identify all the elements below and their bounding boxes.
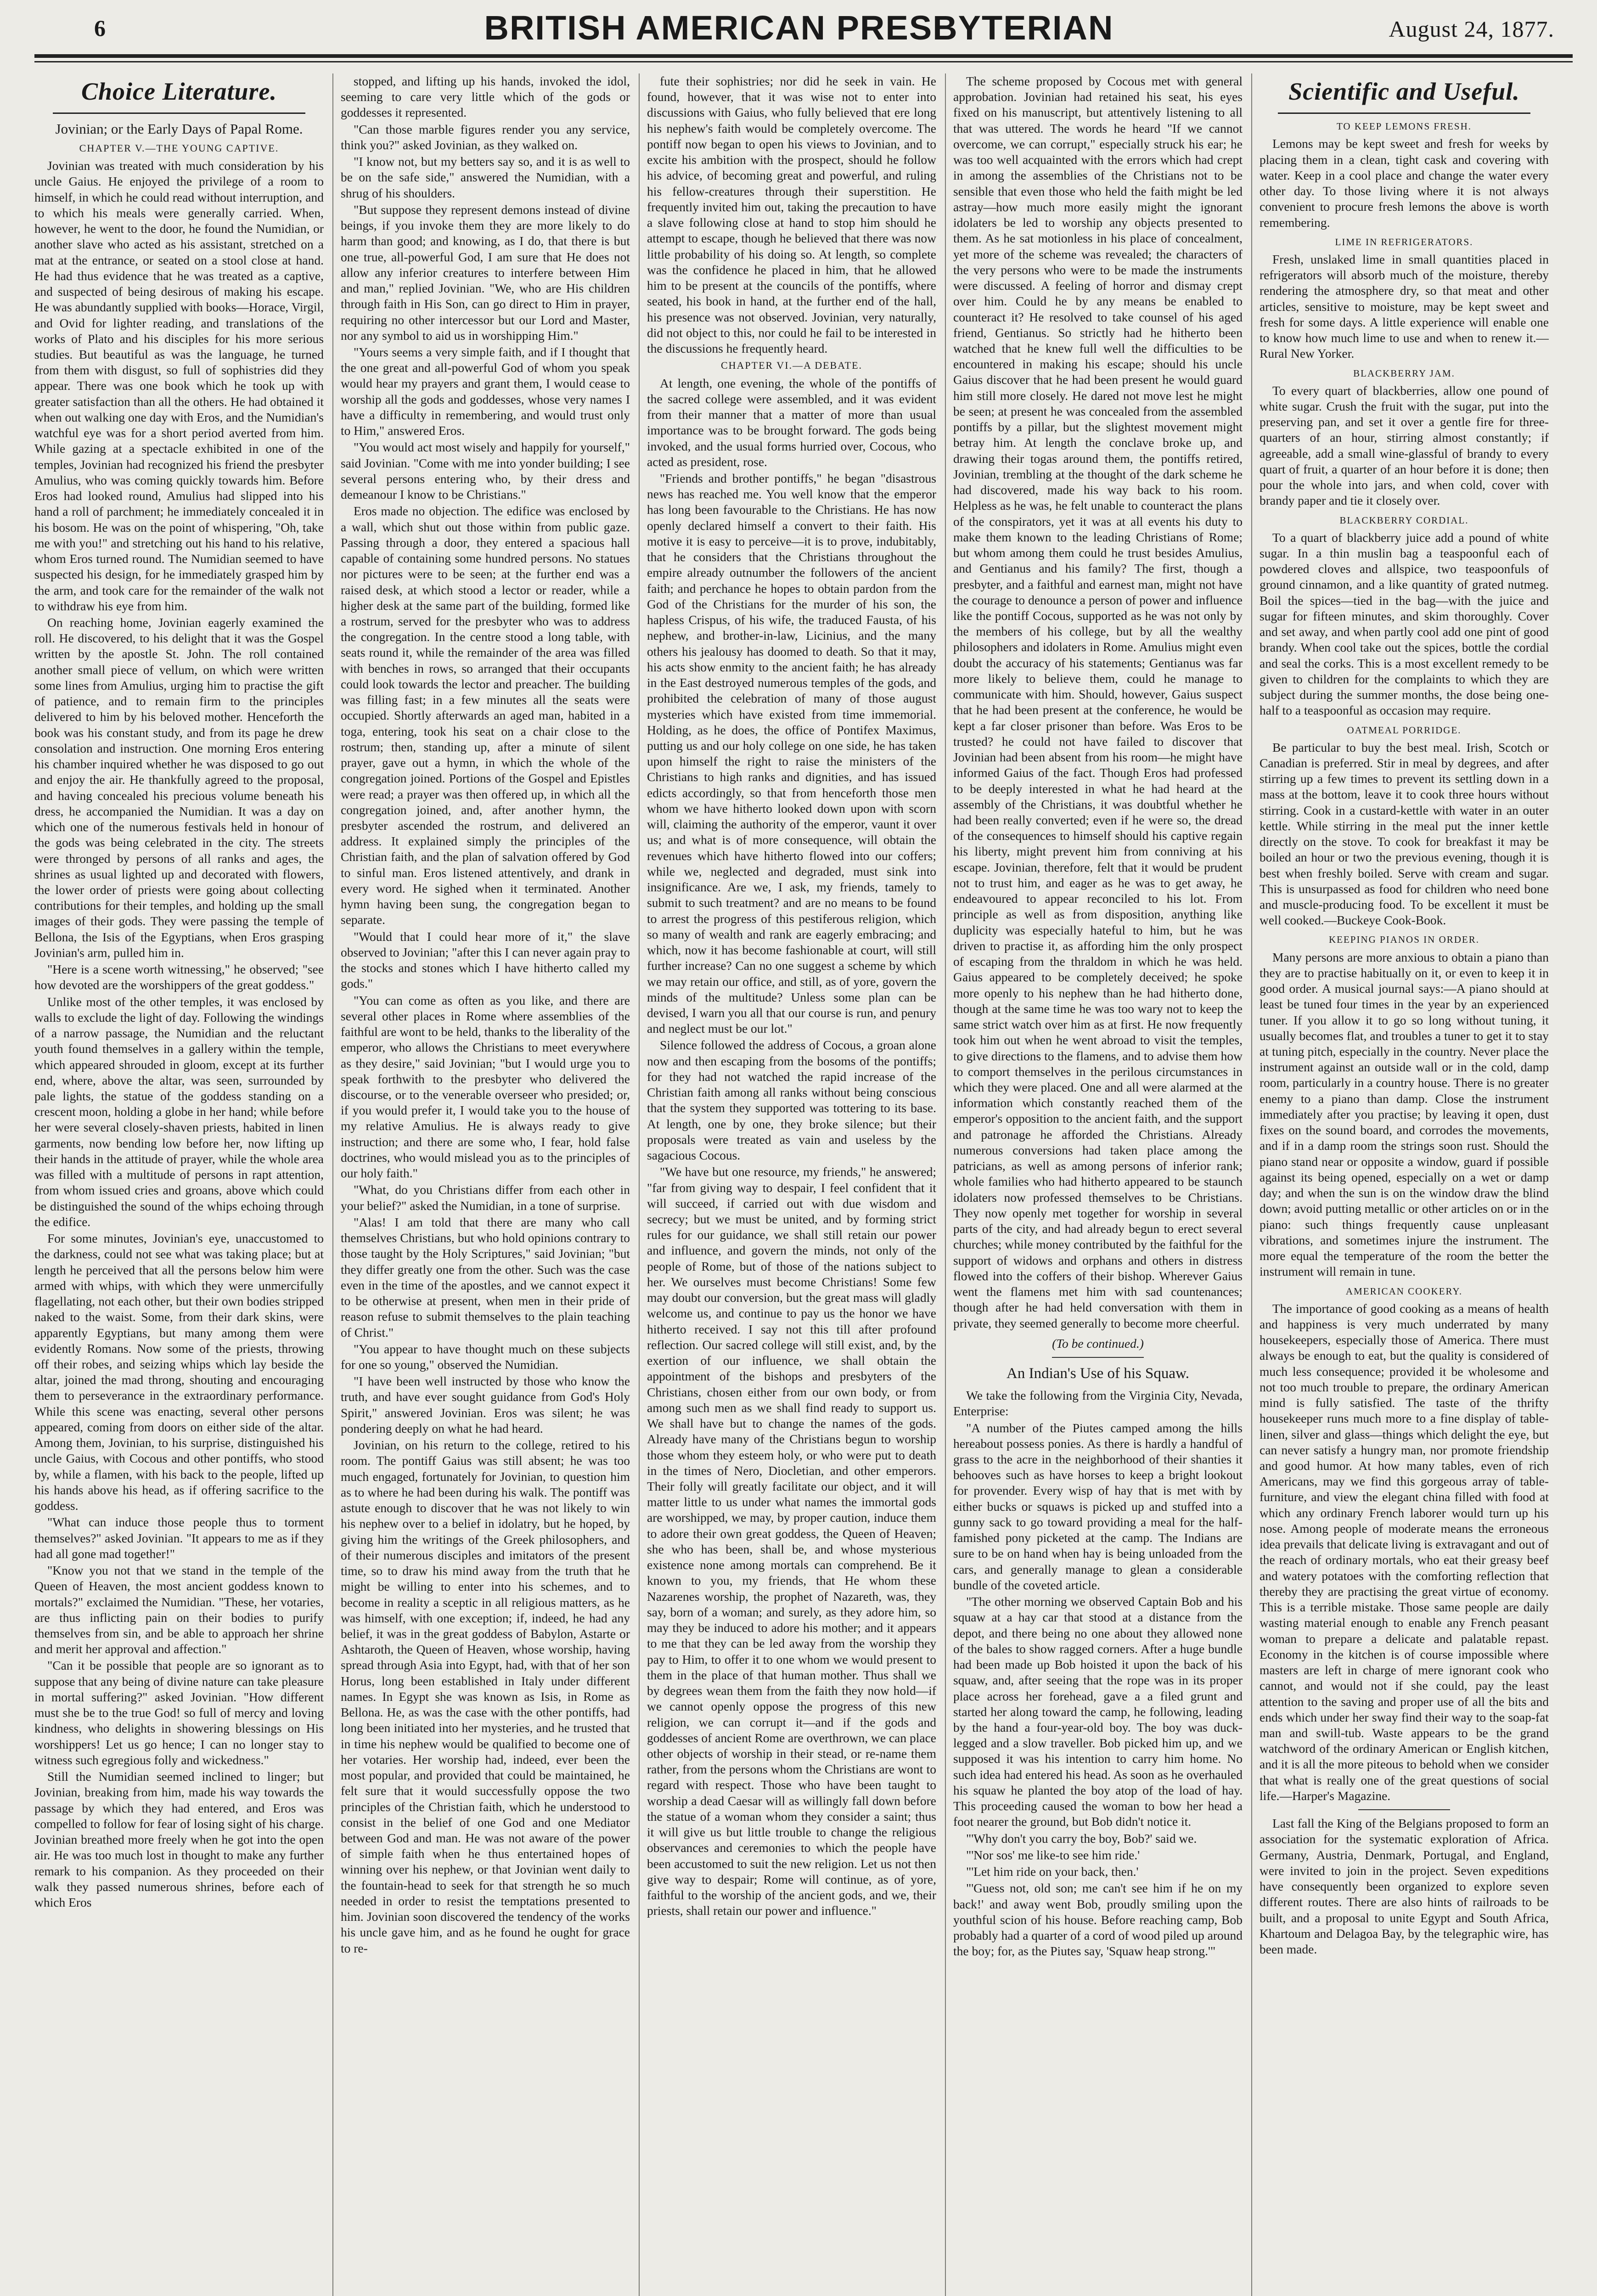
recipe-title: AMERICAN COOKERY. xyxy=(1345,1285,1463,1297)
section-heading-choice-literature: Choice Literature. xyxy=(81,78,277,105)
paragraph: "You can come as often as you like, and there are several other places in Rome where assemblies of the faithful are wont to be held, thanks to the liberality of the emperor, who allows the Christians to meet everywhere as they desire," said Jovinian; "but I would urge you to speak forthwith to the presbyter who delivered the discourse, or to the venerable overseer who presided; or, if you would prefer it, I would take you to the house of my relative Amulius. He is always ready to give instruction; and there are some who, I fear, hold false doctrines, who would mislead you as to the principles of our holy faith." xyxy=(341,993,630,1181)
section-rule xyxy=(1278,113,1530,114)
paragraph: Many persons are more anxious to obtain a piano than they are to practise habitually on it, or even to keep it in good order. A musical journal says:—A piano should at least be tuned four times in the year by an experienced tuner. If you allow it to go so long without tuning, it usually becomes flat, and troubles a tuner to get it to stay at tuning pitch, especially in the country. Never place the instrument against an outside wall or in the cold, damp room, particularly in a country house. There is no greater enemy to a piano than damp. Close the instrument immediately after you practise; by leaving it open, dust fixes on the sound board, and corrodes the movements, and if in a damp room the strings soon rust. Should the piano stand near or opposite a window, guard if possible against its being opened, especially on a wet or damp day; and when the sun is on the window draw the blind down; avoid putting metallic or other articles on or in the piano: such things frequently cause unpleasant vibrations, and sometimes injure the instrument. The more equal the temperature of the room the better the instrument will remain in tune. xyxy=(1260,950,1549,1279)
chapter-heading: CHAPTER V.—THE YOUNG CAPTIVE. xyxy=(79,142,279,154)
paragraph: The scheme proposed by Cocous met with general approbation. Jovinian had retained his seat, his eyes fixed on his manuscript, but attentively listening to all that was uttered. The words he heard "If we cannot overcome, we can corrupt," especially struck his ear; he was too well acquainted with the errors which had crept in among the assemblies of the Christians not to be sensible that even those who held the faith might be led astray—how much more easily might the ignorant idolaters be led to worship any objects presented to them. As he sat motionless in his place of concealment, yet more of the scheme was revealed; the characters of the very persons who were to be made the instruments were discussed. A feeling of horror and dismay crept over him. Could he by any means be enabled to counteract it? He resolved to take counsel of his aged friend, Gentianus. So strictly had he hitherto been watched that he knew full well the difficulties to be encountered in making his escape; should his uncle Gaius discover that he had been present he would guard him still more closely. He dared not move lest he might be seen; at present he was concealed from the assembled pontiffs by a pillar, but the slightest movement might betray him. At length the conclave broke up, and drawing their togas around them, the pontiffs retired, Jovinian, trembling at the thought of the dark scheme he had discovered, made his way back to his room. Helpless as he was, he felt unable to counteract the plans of the conspirators, yet it was at all events his duty to make them known to the leading Christians of Rome; but whom among them could he trust besides Amulius, and Gentianus and his family? The first, though a presbyter, and a faithful and earnest man, might not have the courage to denounce a person of power and influence like the pontiff Cocous, supported as he was not only by the members of his college, but by all the wealthy philosophers and idolaters in Rome. Amulius might even doubt the accuracy of his statements; Gentianus was far more likely to believe them, could he manage to communicate with him. Should, however, Gaius suspect that he had been present at the conference, he would be kept a far closer prisoner than before. Was Eros to be trusted? he could not have failed to discover that Jovinian had been absent from his room—he might have informed Gaius of the fact. Though Eros had professed to be deeply interested in what he had heard at the assembly of the Christians, it was doubtful whether he had been really converted; even if he were so, the dread of the consequences to himself should his captive regain his liberty, might prevent him from conniving at his escape. Jovinian, therefore, felt that it would be prudent not to trust him, and eager as he was to get away, he endeavoured to appear reconciled to his lot. From principle as well as from disposition, anything like duplicity was especially hateful to him, but he was driven to practise it, as affording him the only prospect of escaping from the thraldom in which he was held. Gaius appeared to be completely deceived; he spoke more openly to his nephew than he had hitherto done, though at the same time he was too wary not to keep the same strict watch over him as at first. He now frequently took him out when he went abroad to visit the temples, to give directions to the flamens, and to advise them how to comport themselves in the perilous circumstances in which they were placed. One and all were alarmed at the information which constantly reached them of the emperor's opposition to the ancient faith, and the support and patronage he afforded the Christians. Already numerous conversions had taken place among the patricians, as well as among persons of inferior rank; whole families who had hitherto appeared to be staunch idolaters now professed themselves to be Christians. They now openly met together for worship in several parts of the city, and had already begun to erect several churches; while money contributed by the faithful for the support of widows and orphans and others in distress flowed into the coffers of their bishop. Wherever Gaius went the flamens met him with sad countenances; though after he had held conversation with them in private, they seemed generally to become more cheerful. xyxy=(953,74,1243,1330)
paragraph: Jovinian, on his return to the college, retired to his room. The pontiff Gaius was still absent; he was too much engaged, fortunately for Jovinian, to question him as to where he had been during his walk. The pontiff was astute enough to discover that he was not likely to win his nephew over to a belief in idolatry, but he hoped, by giving him the writings of the Greek philosophers, and of their numerous disciples and imitators of the present time, so to draw his mind away from the truth that he might be willing to enter into his schemes, and to become in reality a sceptic in all religious matters, as he was himself, with one exception; if, indeed, he had any belief, it was in the great goddess of Babylon, Astarte or Ashtaroth, the Queen of Heaven, whose worship, having spread through Asia into Egypt, had, with that of her son Horus, long been established in Italy under different names. In Egypt she was known as Isis, in Rome as Bellona. He, as was the case with the other pontiffs, had long been initiated into her mysteries, and he trusted that in time his nephew would be qualified to become one of her votaries. Her worship had, indeed, ever been the most popular, and provided that could be maintained, he felt sure that it would successfully oppose the two principles of the Christian faith, which he understood to consist in the belief of one God and one Mediator between God and man. He was not aware of the power of simple faith when he thus entertained hopes of winning over his nephew, or that Jovinian went daily to the fountain-head to seek for that strength he so much needed in order to resist the temptations presented to him. Jovinian soon discovered the tendency of the works his uncle gave him, and as he found he ought for grace to re- xyxy=(341,1438,630,1955)
column-2 xyxy=(341,73,630,2296)
paragraph: "I have been well instructed by those who know the truth, and have ever sought guidance from God's Holy Spirit," answered Jovinian. Eros was silent; he was pondering deeply on what he had heard. xyxy=(341,1374,630,1435)
paragraph: "'Why don't you carry the boy, Bob?' said we. xyxy=(966,1831,1197,1846)
column-1 xyxy=(34,73,324,2296)
column-5-body xyxy=(1260,120,1549,1957)
paragraph: The importance of good cooking as a means of health and happiness is very much underrated by many housekeepers, especially those of America. There must always be enough to eat, but the quality is considered of much less consequence; provided it be wholesome and not too much trouble to prepare, the ordinary American mind is fully satisfied. The taste of the thrifty housekeeper runs much more to a fine display of table-linen, silver and glass—things which delight the eye, but can never satisfy a hungry man, nor promote friendship and good humor. At how many tables, even of rich Americans, may we find this gorgeous array of table-furniture, and view the elegant china filled with food at which any ordinary French laborer would turn up his nose. Among people of moderate means the erroneous idea prevails that delicate living is extravagant and out of the reach of ordinary mortals, who eat their greasy beef and watery potatoes with the comforting reflection that thereby they are practising the great virtue of economy. This is a terrible mistake. Those same people are daily wasting material enough to enable any French peasant woman to prepare a delicate and palatable repast. Economy in the kitchen is of course impossible where masters are left in charge of mere ignorant cook who cannot, and would not if she could, pay the least attention to the saving and proper use of all the bits and ends which under her sway find their way to the soap-fat man and swill-tub. Waste appears to be the grand watchword of the ordinary American or English kitchen, and it is all the more piteous to behold when we consider that what is really one of the great questions of social life.—Harper's Magazine. xyxy=(1260,1301,1549,1803)
paragraph: We take the following from the Virginia City, Nevada, Enterprise: xyxy=(953,1388,1243,1418)
paragraph: To a quart of blackberry juice add a pound of white sugar. In a thin muslin bag a teaspoonful each of powdered cloves and allspice, two teaspoonfuls of ground cinnamon, and a like quantity of grated nutmeg. Boil the spices—tied in the bag—with the juice and sugar for fifteen minutes, and skim thoroughly. Cover and set away, and when partly cool add one pint of good brandy. When cool take out the spices, bottle the cordial and seal the corks. This is a most excellent remedy to be given to children for the complaints to which they are subject during the summer months, the dose being one-half to a teaspoonful as occasion may require. xyxy=(1260,530,1549,718)
recipe-title: BLACKBERRY CORDIAL. xyxy=(1339,514,1469,526)
column-4 xyxy=(953,73,1243,2296)
column-3-intro xyxy=(647,73,936,356)
column-divider xyxy=(332,73,333,2296)
paragraph: Be particular to buy the best meal. Irish, Scotch or Canadian is preferred. Stir in meal by degrees, and after stirring up a few times to prevent its settling down in a mass at the bottom, leave it to cook three hours without stirring. Cook in a custard-kettle with water in an outer kettle. While stirring in the meal put the inner kettle directly on the stove. To cook for breakfast it may be boiled an hour or two the previous evening, though it is best when freshly boiled. Serve with cream and sugar. This is unsurpassed as food for children who need bone and muscle-producing food. To be excellent it must be well cooked.—Buckeye Cook-Book. xyxy=(1260,740,1549,928)
paragraph: "'Let him ride on your back, then.' xyxy=(966,1864,1139,1879)
section-rule xyxy=(53,113,305,114)
paragraph: For some minutes, Jovinian's eye, unaccustomed to the darkness, could not see what was taking place; but at length he perceived that all the persons below him were armed with whips, with which they were unmercifully flagellating, not each other, but their own bodies stripped naked to the waist. Some, from their dark skins, were apparently Egyptians, but many among them were evidently Romans. Now some of the priests, throwing off their robes, and seizing whips which lay beside the altar, joined the mad throng, shouting and encouraging them to perseverance in the extraordinary performance. While this scene was enacting, several other persons appeared, coming from doors on either side of the altar. Among them, Jovinian, to his surprise, distinguished his uncle Gaius, with Cocous and other pontiffs, who stood by, while a flamen, with his back to the people, lifted up his hands above his head, as if offering sacrifice to the goddess. xyxy=(34,1231,324,1513)
paragraph: "I know not, but my betters say so, and it is as well to be on the safe side," answered the Numidian, with a shrug of his shoulders. xyxy=(341,154,630,200)
column-5 xyxy=(1260,73,1549,2296)
paragraph: "We have but one resource, my friends," he answered; "far from giving way to despair, I feel confident that it will succeed, if carried out with due wisdom and secrecy; but we must be united, and by forming strict rules for our guidance, we shall still retain our power and influence, and govern the minds, not only of the people of Rome, but of those of the nations subject to her. We ourselves must become Christians! Some few may doubt our conversion, but the great mass will gladly welcome us, and continue to pay us the honor we have hitherto received. I say not this till after profound reflection. Our sacred college will still exist, and, by the exertion of our influence, we shall obtain the appointment of the bishops and presbyters of the Christians, chosen either from our own body, or from among such men as we shall find ready to support us. We shall have but to change the names of the gods. Already have many of the Christians begun to worship those whom they esteem holy, or who were put to death in the times of Nero, Diocletian, and other emperors. Their folly will greatly facilitate our object, and it will matter little to us under what names the immortal gods are worshipped, we may, by proper caution, induce them to adore their own great goddess, the Queen of Heaven; she who has been, shall be, and whose mysterious existence none among mortals can comprehend. Be it known to you, my friends, that He whom these Nazarenes worship, the prophet of Nazareth, was, they say, born of a woman; and surely, as they adore him, so may they be induced to adore his mother; and it appears to me that they can be led away from the worship they pay to Him, to offer it to one whom we would present to them in the place of that human mother. Thus shall we by degrees wean them from the faith they now hold—if we cannot openly oppose the progress of this new religion, we can corrupt it—and if the gods and goddesses of ancient Rome are overthrown, we can place other objects of worship in their stead, or re-name them rather, from the persons whom the Christians are wont to regard with respect. Those who have been taught to worship a dead Caesar will as willingly fall down before the statue of a woman whom they consider a saint; thus it will give us but little trouble to change the religious observances and ceremonies to which the people have been accustomed to suit the new religion. Let us not then give way to despair; Rome will continue, as of yore, faithful to the worship of the ancient gods, and we, their priests, shall retain our power and influence." xyxy=(647,1165,936,1918)
paragraph: Fresh, unslaked lime in small quantities placed in refrigerators will absorb much of the moisture, thereby rendering the atmosphere dry, so that meat and other articles, sensitive to moisture, may be kept sweet and fresh for some days. A little experience will enable one to know how much lime to use and when to renew it.—Rural New Yorker. xyxy=(1260,252,1549,361)
page-number: 6 xyxy=(94,15,106,41)
article-title-indian: An Indian's Use of his Squaw. xyxy=(1007,1365,1189,1382)
paragraph: "You would act most wisely and happily for yourself," said Jovinian. "Come with me into yonder building; I see several persons entering who, by their dress and demeanour I know to be Christians." xyxy=(341,440,630,502)
column-3-body xyxy=(647,376,936,1919)
paragraph: Still the Numidian seemed inclined to linger; but Jovinian, breaking from him, made his way towards the passage by which they had entered, and Eros was compelled to follow for fear of losing sight of his charge. Jovinian breathed more freely when he got into the open air. He was too much lost in thought to make any further remark to his companion. As they proceeded on their walk they passed numerous shrines, before each of which Eros xyxy=(34,1769,324,1909)
column-4-intro xyxy=(953,73,1243,1331)
paragraph: "What can induce those people thus to torment themselves?" asked Jovinian. "It appears to me as if they had all gone mad together!" xyxy=(34,1515,324,1561)
paragraph: On reaching home, Jovinian eagerly examined the roll. He discovered, to his delight that it was the Gospel written by the apostle St. John. The roll contained another small piece of vellum, on which were written some lines from Amulius, urging him to practise the gift of patience, and to remain firm to the principles delivered to him by his beloved mother. Henceforth the book was his constant study, and from its page he drew consolation and instruction. One morning Eros entering his chamber inquired whether he was disposed to go out and enjoy the air. He thankfully agreed to the proposal, and having concealed his precious volume beneath his dress, he accompanied the Numidian. It was a day on which one of the numerous festivals held in honour of the gods was being celebrated in the city. The streets were thronged by persons of all ranks and ages, the shrines as usual lighted up and decorated with flowers, the lower order of priests were going about collecting contributions for their temples, and holding up the small images of their gods. They were passing the temple of Bellona, the Isis of the Egyptians, when Eros grasping Jovinian's arm, pulled him in. xyxy=(34,615,324,960)
column-4-body xyxy=(953,1388,1243,1959)
paragraph: Eros made no objection. The edifice was enclosed by a wall, which shut out those within from public gaze. Passing through a door, they entered a spacious hall capable of containing some hundred persons. No statues nor pictures were to be seen; at the further end was a raised desk, at which stood a lector or reader, while a higher desk at the same part of the building, formed like a rostrum, served for the presbyter who was to address the congregation. In the centre stood a long table, with seats round it, while the remainder of the area was filled with benches in rows, so arranged that their occupants could look towards the lector and preacher. The building was filling fast; in a few minutes all the seats were occupied. Shortly afterwards an aged man, habited in a toga, entering, took his seat on a chair close to the rostrum; then, standing up, after a minute of silent prayer, gave out a hymn, in which the whole of the congregation joined. Portions of the Gospel and Epistles were read; a prayer was then offered up, in which all the congregation joined, and, after another hymn, the presbyter ascended the rostrum, and delivered an address. It explained simply the principles of the Christian faith, and the plan of salvation offered by God to sinful man. Eros listened attentively, and drank in every word. He sighed when it terminated. Another hymn having been sung, the congregation began to separate. xyxy=(341,504,630,927)
paragraph: "Would that I could hear more of it," the slave observed to Jovinian; "after this I can never again pray to the stocks and stones which I have hitherto called my gods." xyxy=(341,929,630,991)
paragraph: "Here is a scene worth witnessing," he observed; "see how devoted are the worshippers of the great goddess." xyxy=(34,962,324,992)
paragraph: Silence followed the address of Cocous, a groan alone now and then escaping from the bosoms of the pontiffs; for they had not watched the rapid increase of the Christian faith among all ranks without being conscious that the system they supported was tottering to its base. At length, one by one, they broke silence; but their proposals were treated as vain and useless by the sagacious Cocous. xyxy=(647,1038,936,1163)
paragraph: "What, do you Christians differ from each other in your belief?" asked the Numidian, in a tone of surprise. xyxy=(341,1182,630,1213)
paragraph: "A number of the Piutes camped among the hills hereabout possess ponies. As there is hardly a handful of grass to the acre in the neighborhood of their shanties it behooves such as have horses to keep a bright lookout for provender. Every wisp of hay that is met with by either bucks or squaws is picked up and stuffed into a gunny sack to go toward providing a meal for the half-famished pony picketed at the camp. The Indians are sure to be on hand when hay is being unloaded from the cars, and generally manage to glean a considerable bundle of the coveted article. xyxy=(953,1420,1243,1592)
recipe-title: KEEPING PIANOS IN ORDER. xyxy=(1328,934,1479,945)
column-divider xyxy=(639,73,640,2296)
article-separator xyxy=(1358,1809,1450,1810)
paragraph: fute their sophistries; nor did he seek in vain. He found, however, that it was wise not to enter into discussions with Gaius, who fully believed that ere long his nephew's faith would be completely overcome. The pontiff now began to open his views to Jovinian, and to excite his ambition with the prospect, should he follow his advice, of becoming great and powerful, and ruling his fellow-creatures through their superstition. He frequently invited him out, taking the precaution to have a slave following close at hand to stop him should he attempt to escape, though he believed that there was now little probability of his doing so. At length, so complete was the confidence he placed in him, that he allowed him to be present at the councils of the pontiffs, where seated, his book in hand, at the further end of the hall, his presence was not observed. Jovinian, very naturally, did not object to this, nor could he fail to be interested in the discussions he frequently heard. xyxy=(647,74,936,355)
header-rule xyxy=(34,54,1573,58)
paragraph: "Alas! I am told that there are many who call themselves Christians, but who hold opinions contrary to those taught by the Holy Scriptures," said Jovinian; "but they differ greatly one from the other. Such was the case even in the time of the apostles, and we cannot expect it to be otherwise at present, when men in their pride of reason refuse to submit themselves to the plain teaching of Christ." xyxy=(341,1215,630,1339)
paragraph: Jovinian was treated with much consideration by his uncle Gaius. He enjoyed the privilege of a room to himself, in which he could read without interruption, and to which his meals were generally carried. When, however, he went to the door, he found the Numidian, or another slave who acted as his assistant, stretched on a mat at the entrance, or seated on a stool close at hand. He had thus evidence that he was treated as a captive, and suspected of being desirous of making his escape. He was abundantly supplied with books—Horace, Virgil, and Ovid for lighter reading, and translations of the works of Plato and his disciples for his more serious studies. But beautiful as was the language, he turned from them with disgust, so full of sophistries did they appear. There was one book which he took up with greater satisfaction than all the others. He had obtained it when out walking one day with Eros, and the Numidian's watchful eye was for a short period averted from him. While gazing at a spectacle exhibited in one of the temples, Jovinian had recognized his friend the presbyter Amulius, who was coming quickly towards him. Before Eros had looked round, Amulius had slipped into his hand a roll of parchment; he immediately concealed it in his bosom. He was on the point of whispering, "Oh, take me with you!" and stretching out his hand to his relative, whom Eros turned round. The Numidian seemed to have suspected his design, for he immediately grasped him by the arm, and took care for the remainder of the walk not to withdraw his eye from him. xyxy=(34,158,324,613)
paragraph: "Friends and brother pontiffs," he began "disastrous news has reached me. You well know that the emperor has long been favourable to the Christians. He has now openly declared himself a convert to their faith. His motive it is easy to perceive—it is to prove, indubitably, that he considers that the Christians throughout the empire already outnumber the followers of the ancient faith; and perchance he hopes to obtain pardon from the God of the Christians for the murder of his son, the hapless Crispus, of his wife, the traduced Fausta, of his nephew, and brother-in-law, Licinius, and the many others his jealousy has doomed to death. So that it may, his acts show enmity to the ancient faith; he has already in the East destroyed numerous temples of the gods, and prohibited the celebration of many of those august mysteries which have existed from time immemorial. Holding, as he does, the office of Pontifex Maximus, putting us and our holy college on one side, he has taken upon himself the right to raise the ministers of the Christians to high ranks and dignities, and has issued edicts accordingly, so that from henceforth those men whom we have hitherto looked down upon with scorn will, claiming the authority of the emperor, vaunt it over us; and what is of more consequence, will obtain the revenues which have hitherto flowed into our coffers; while we, neglected and degraded, must sink into insignificance. Are we, I ask, my friends, tamely to submit to such treatment? and are no means to be found to arrest the progress of this pestiferous religion, which so many of wealth and rank are eagerly embracing; and which, now it has become fashionable at court, will still further increase? Can no one suggest a scheme by which we may retain our office, and still, as of yore, govern the minds of the multitude? Unless some plan can be devised, I warn you all that our course is run, and penury and neglect must be our lot." xyxy=(647,471,936,1036)
recipe-title: OATMEAL PORRIDGE. xyxy=(1347,724,1462,736)
column-divider xyxy=(945,73,946,2296)
issue-date: August 24, 1877. xyxy=(1389,16,1554,42)
paragraph: "'Guess not, old son; me can't see him if he on my back!' and away went Bob, proudly smiling upon the youthful scion of his house. Before reaching camp, Bob probably had a quarter of a cord of wood piled up around the boy; for, as the Piutes say, 'Squaw heap strong.'" xyxy=(953,1881,1243,1958)
paragraph: Unlike most of the other temples, it was enclosed by walls to exclude the light of day. Following the windings of a narrow passage, the Numidian and the reluctant youth found themselves in a gallery within the temple, which appeared shrouded in gloom, except at its further end, where, above the altar, was seen, surrounded by pale lights, the statue of the goddess standing on a crescent moon, holding a globe in her hand; while before her were several closely-shaven priests, habited in linen garments, now bending low before her, now lifting up their hands in the attitude of prayer, while the whole area was filled with a multitude of persons in rapt attention, from whom issued cries and groans, above which could be distinguished the sound of the whips echoing through the edifice. xyxy=(34,994,324,1229)
column-3 xyxy=(647,73,936,2296)
paragraph: "Can those marble figures render you any service, think you?" asked Jovinian, as they walked on. xyxy=(341,122,630,152)
paragraph: "The other morning we observed Captain Bob and his squaw at a hay car that stood at a distance from the depot, and there being no one about they allowed none of the bales to show ragged corners. After a huge bundle had been made up Bob hoisted it upon the back of his squaw, and, after seeing that the rope was in its proper place across her forehead, gave a a filed grunt and started her along toward the camp, he following, leading by the hand a four-year-old boy. The boy was duck-legged and a slow traveller. Bob picked him up, and we supposed it was his intention to carry him home. No such idea had entered his head. As soon as he overhauled his squaw he planted the boy atop of the load of hay. This proceeding caused the woman to bow her head a foot nearer the ground, but Bob didn't notice it. xyxy=(953,1594,1243,1829)
masthead-title: BRITISH AMERICAN PRESBYTERIAN xyxy=(484,9,1114,47)
recipe-title: TO KEEP LEMONS FRESH. xyxy=(1336,121,1472,132)
column-2-body xyxy=(341,73,630,1956)
paragraph: "Can it be possible that people are so ignorant as to suppose that any being of divine nature can take pleasure in mortal suffering?" asked Jovinian. "How different must she be to the true God! so full of mercy and loving kindness, who delights in showering blessings on His worshippers! Let us go hence; I can no longer stay to witness such egregious folly and wickedness." xyxy=(34,1658,324,1767)
paragraph: "You appear to have thought much on these subjects for one so young," observed the Numidian. xyxy=(341,1341,630,1372)
section-heading-scientific: Scientific and Useful. xyxy=(1288,78,1520,105)
article-separator xyxy=(1052,1357,1144,1358)
paragraph: "Know you not that we stand in the temple of the Queen of Heaven, the most ancient goddess known to mortals?" exclaimed the Numidian. "These, her votaries, are thus inflicting pain on their bodies to purify themselves from sin, and be able to approach her shrine and merit her approval and affection." xyxy=(34,1563,324,1656)
paragraph: To every quart of blackberries, allow one pound of white sugar. Crush the fruit with the sugar, put into the preserving pan, and set it over a gentle fire for three-quarters of an hour, stirring almost constantly; if agreeable, add a small wine-glassful of brandy to every quart of fruit, a quarter of an hour before it is done; then pour the whole into jars, and when cold, cover with brandy paper and tie it closely over. xyxy=(1260,383,1549,508)
story-title: Jovinian; or the Early Days of Papal Rome. xyxy=(55,121,303,137)
recipe-title: LIME IN REFRIGERATORS. xyxy=(1335,236,1473,248)
paragraph: "But suppose they represent demons instead of divine beings, if you invoke them they are more likely to do harm than good; and knowing, as I do, that there is but one true, all-powerful God, I am sure that He does not allow any inferior creatures to interfere between Him and man," replied Jovinian. "We, who are His children through faith in His Son, can go direct to Him in prayer, requiring no other intercessor but our Lord and Master, nor any symbol to aid us in worshipping Him." xyxy=(341,202,630,343)
paragraph: "Yours seems a very simple faith, and if I thought that the one great and all-powerful God of whom you speak would hear my prayers and grant them, I would cease to worship all the gods and goddesses, whose very names I have a difficulty in remembering, and would trust only to Him," answered Eros. xyxy=(341,344,630,438)
paragraph: Lemons may be kept sweet and fresh for weeks by placing them in a clean, tight cask and covering with water. Keep in a cool place and change the water every other day. To those living where it is not always convenient to procure fresh lemons the above is worth remembering. xyxy=(1260,136,1549,230)
to-be-continued: (To be continued.) xyxy=(1052,1336,1144,1351)
paragraph: Last fall the King of the Belgians proposed to form an association for the systematic exploration of Africa. Germany, Austria, Denmark, Portugal, and England, were invited to join in the project. Seven expeditions have consequently been organized to explore seven different routes. There are also hints of railroads to be built, and a proposal to unite Egypt and South Africa, Khartoum and Delagoa Bay, by the telegraphic wire, has been made. xyxy=(1260,1816,1549,1957)
recipe-title: BLACKBERRY JAM. xyxy=(1353,367,1455,379)
paragraph: "'Nor sos' me like-to see him ride.' xyxy=(966,1847,1140,1862)
column-divider xyxy=(1251,73,1252,2296)
column-1-body xyxy=(34,158,324,1910)
paragraph: stopped, and lifting up his hands, invoked the idol, seeming to care very little which of the gods or goddesses it represented. xyxy=(341,74,630,120)
chapter-heading: CHAPTER VI.—A DEBATE. xyxy=(720,360,863,371)
header-rule-thin xyxy=(34,61,1573,62)
paragraph: At length, one evening, the whole of the pontiffs of the sacred college were assembled, and it was evident from their manner that a matter of more than usual importance was to be brought forward. The gods being invoked, and the usual forms hurried over, Cocous, who acted as president, rose. xyxy=(647,376,936,469)
page-header xyxy=(18,5,1580,60)
